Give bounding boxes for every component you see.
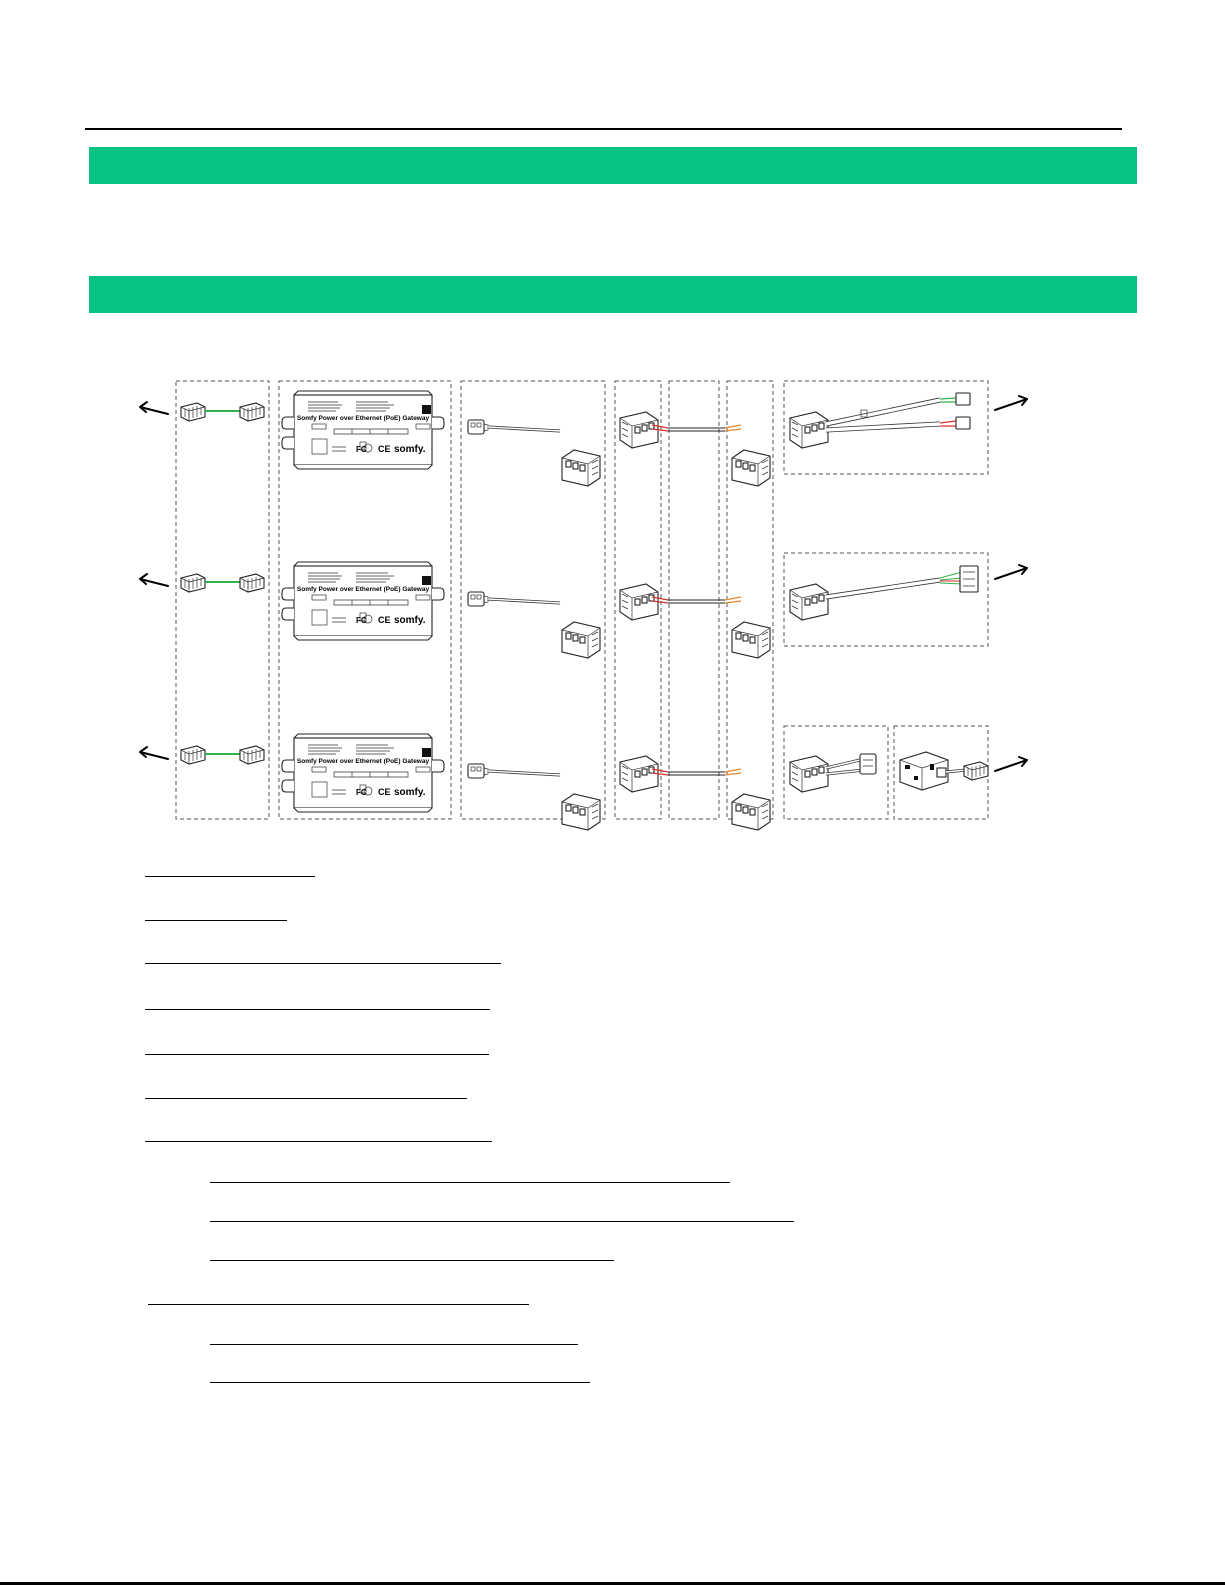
link-underline[interactable]: [145, 876, 315, 877]
gateway-3: [282, 734, 444, 812]
arrow-to-motor-2: [995, 565, 1027, 579]
gateway-title: Somfy Power over Ethernet (PoE) Gateway: [296, 415, 430, 422]
ce-mark: CE: [378, 615, 391, 625]
link-underline[interactable]: [145, 1054, 489, 1055]
fcc-mark: FC: [356, 788, 367, 797]
ce-mark: CE: [378, 444, 391, 454]
arrow-to-network-3: [140, 747, 168, 759]
gateway-1: [282, 391, 444, 469]
field-wiring-1: [620, 412, 770, 486]
link-underline[interactable]: [145, 1141, 492, 1142]
ethernet-cable-3: [181, 746, 264, 764]
arrow-to-network-1: [140, 402, 168, 414]
link-underline[interactable]: [210, 1182, 730, 1183]
link-underline[interactable]: [145, 920, 287, 921]
interface-board: [900, 752, 988, 790]
gateway-2: [282, 562, 444, 640]
arrow-to-motor-1: [995, 396, 1027, 410]
gateway-title: Somfy Power over Ethernet (PoE) Gateway: [296, 758, 430, 765]
adapter-cable-1: [468, 420, 600, 486]
adapter-cable-2: [468, 592, 600, 658]
motor-harness-dual: [790, 393, 970, 448]
ethernet-cable-1: [181, 403, 264, 421]
arrow-to-network-2: [140, 574, 168, 586]
link-underline[interactable]: [210, 1344, 578, 1345]
somfy-logo: somfy.: [394, 615, 426, 626]
link-underline[interactable]: [145, 1098, 467, 1099]
link-underline[interactable]: [210, 1260, 614, 1261]
link-underline[interactable]: [210, 1221, 794, 1222]
arrow-to-motor-3: [995, 757, 1027, 771]
fcc-mark: FC: [356, 616, 367, 625]
field-wiring-2: [620, 584, 770, 658]
motor-harness-single: [790, 566, 978, 620]
somfy-logo: somfy.: [394, 444, 426, 455]
link-underline[interactable]: [145, 1009, 490, 1010]
gateway-title: Somfy Power over Ethernet (PoE) Gateway: [296, 586, 430, 593]
ethernet-cable-2: [181, 574, 264, 592]
somfy-logo: somfy.: [394, 787, 426, 798]
link-underline[interactable]: [145, 963, 501, 964]
column-terminal-right: [727, 381, 773, 819]
adapter-cable-3: [468, 764, 600, 830]
link-underline[interactable]: [148, 1304, 529, 1305]
link-underline[interactable]: [210, 1382, 590, 1383]
pigtail-adapter: [790, 754, 876, 792]
ce-mark: CE: [378, 787, 391, 797]
fcc-mark: FC: [356, 445, 367, 454]
